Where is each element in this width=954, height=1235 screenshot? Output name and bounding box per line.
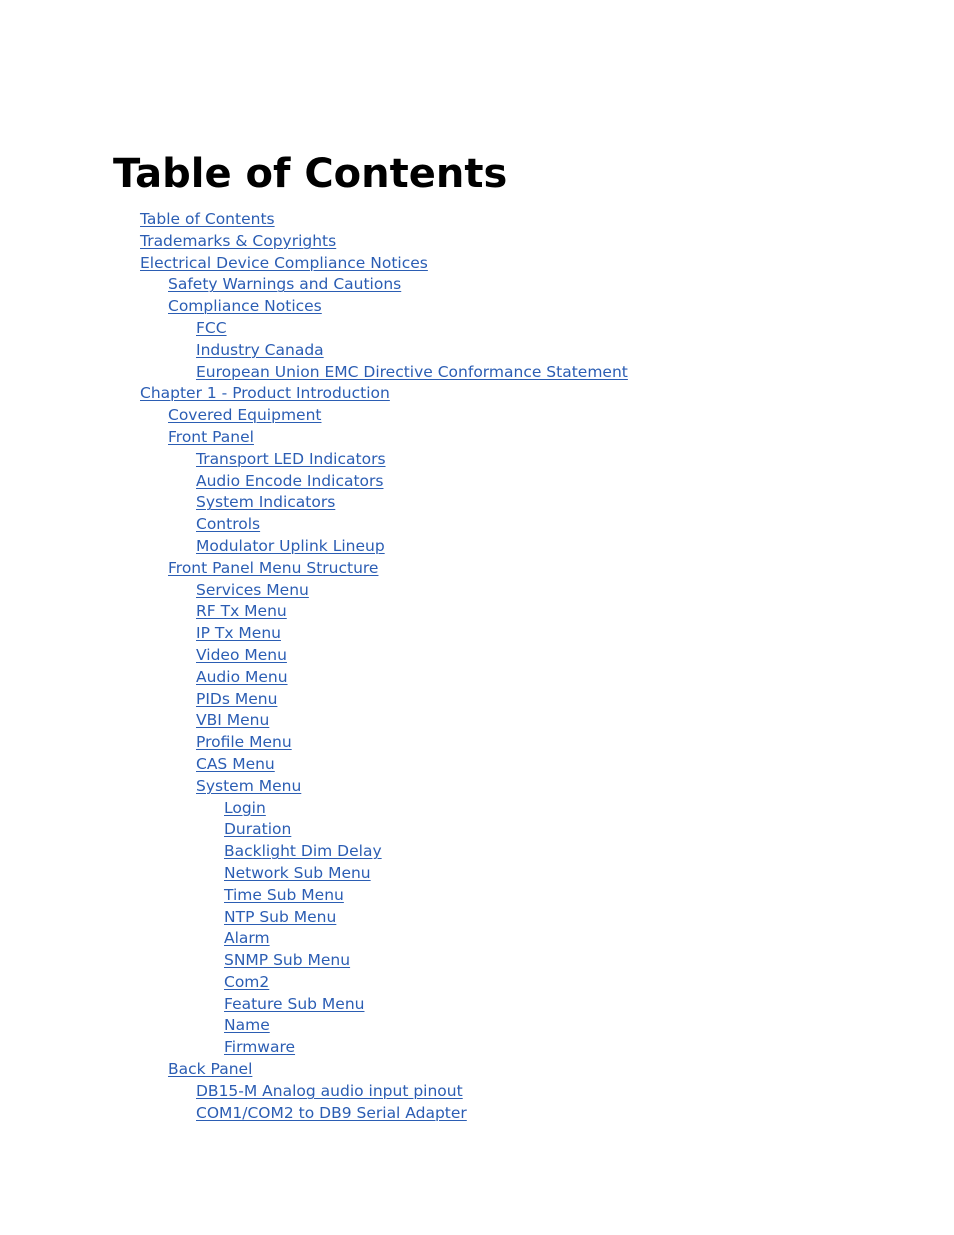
toc-entry: [140, 972, 628, 994]
toc-link[interactable]: Industry Canada: [196, 340, 324, 359]
toc-entry: [140, 1059, 628, 1081]
toc-entry: [140, 885, 628, 907]
toc-link[interactable]: Name: [224, 1016, 270, 1035]
toc-link[interactable]: Covered Equipment: [168, 406, 322, 425]
toc-link[interactable]: Table of Contents: [140, 210, 275, 228]
toc-link[interactable]: IP Tx Menu: [196, 624, 281, 643]
toc-link[interactable]: FCC: [196, 318, 227, 337]
toc-link[interactable]: System Indicators: [196, 493, 336, 512]
toc-entry: [140, 1103, 628, 1125]
toc-entry: [140, 928, 628, 950]
toc-link[interactable]: Backlight Dim Delay: [224, 842, 382, 861]
toc-entry: [140, 558, 628, 580]
toc-link[interactable]: Front Panel: [168, 427, 254, 446]
toc-entry: [140, 667, 628, 689]
toc-entry: [140, 449, 628, 471]
toc-entry: [140, 231, 628, 253]
toc-entry: [140, 580, 628, 602]
toc-link[interactable]: Time Sub Menu: [224, 885, 344, 904]
toc-entry: [140, 863, 628, 885]
toc-entry: [140, 754, 628, 776]
toc-link[interactable]: Video Menu: [196, 645, 287, 664]
toc-entry: [140, 405, 628, 427]
toc-entry: [140, 383, 628, 405]
toc-link[interactable]: Safety Warnings and Cautions: [168, 275, 402, 294]
toc-link[interactable]: Modulator Uplink Lineup: [196, 536, 385, 555]
toc-link[interactable]: Profile Menu: [196, 733, 292, 752]
toc-link[interactable]: SNMP Sub Menu: [224, 951, 351, 970]
toc-link[interactable]: Front Panel Menu Structure: [168, 558, 379, 577]
toc-entry: [140, 253, 628, 275]
toc-link[interactable]: COM1/COM2 to DB9 Serial Adapter: [196, 1103, 467, 1122]
toc-entry: [140, 514, 628, 536]
toc-entry: [140, 601, 628, 623]
toc-link[interactable]: Com2: [224, 972, 270, 991]
toc-entry: [140, 732, 628, 754]
toc-entry: [140, 1015, 628, 1037]
page-title: Table of Contents: [113, 151, 508, 197]
toc-link[interactable]: Firmware: [224, 1038, 296, 1057]
toc-link[interactable]: Transport LED Indicators: [196, 449, 386, 468]
toc-entry: [140, 427, 628, 449]
toc-entry: [140, 340, 628, 362]
toc-link[interactable]: PIDs Menu: [196, 689, 278, 708]
toc-link[interactable]: NTP Sub Menu: [224, 907, 337, 926]
toc-entry: [140, 950, 628, 972]
toc-entry: [140, 1037, 628, 1059]
toc-entry: [140, 798, 628, 820]
toc-entry: [140, 994, 628, 1016]
toc-link[interactable]: Alarm: [224, 929, 270, 948]
toc-entry: [140, 318, 628, 340]
toc-link[interactable]: CAS Menu: [196, 754, 275, 773]
toc-link[interactable]: Audio Menu: [196, 667, 288, 686]
toc-link[interactable]: Back Panel: [168, 1060, 253, 1079]
toc-link[interactable]: Compliance Notices: [168, 297, 322, 316]
toc-link[interactable]: DB15-M Analog audio input pinout: [196, 1081, 463, 1100]
toc-link[interactable]: European Union EMC Directive Conformance Statement: [196, 362, 628, 381]
toc-entry: [140, 623, 628, 645]
toc-entry: [140, 819, 628, 841]
toc-link[interactable]: RF Tx Menu: [196, 602, 287, 621]
toc-entry: [140, 689, 628, 711]
toc-link[interactable]: Audio Encode Indicators: [196, 471, 384, 490]
toc-entry: [140, 209, 628, 231]
toc-entry: [140, 362, 628, 384]
toc-link[interactable]: Login: [224, 798, 266, 817]
toc-link[interactable]: Feature Sub Menu: [224, 994, 365, 1013]
toc-link[interactable]: Network Sub Menu: [224, 863, 371, 882]
toc-link[interactable]: Duration: [224, 820, 292, 839]
toc-entry: [140, 471, 628, 493]
toc-entry: [140, 492, 628, 514]
toc-entry: [140, 907, 628, 929]
toc-entry: [140, 710, 628, 732]
toc-link[interactable]: System Menu: [196, 776, 302, 795]
toc-link[interactable]: Trademarks & Copyrights: [140, 231, 337, 250]
toc-entry: [140, 776, 628, 798]
toc-link[interactable]: VBI Menu: [196, 711, 270, 730]
toc-entry: [140, 645, 628, 667]
toc-link[interactable]: Electrical Device Compliance Notices: [140, 253, 428, 272]
toc-entry: [140, 296, 628, 318]
toc-list: [140, 209, 628, 1124]
toc-entry: [140, 536, 628, 558]
toc-link[interactable]: Chapter 1 - Product Introduction: [140, 384, 390, 403]
toc-entry: [140, 1081, 628, 1103]
toc-entry: [140, 274, 628, 296]
toc-link[interactable]: Controls: [196, 515, 261, 534]
toc-entry: [140, 841, 628, 863]
toc-link[interactable]: Services Menu: [196, 580, 309, 599]
